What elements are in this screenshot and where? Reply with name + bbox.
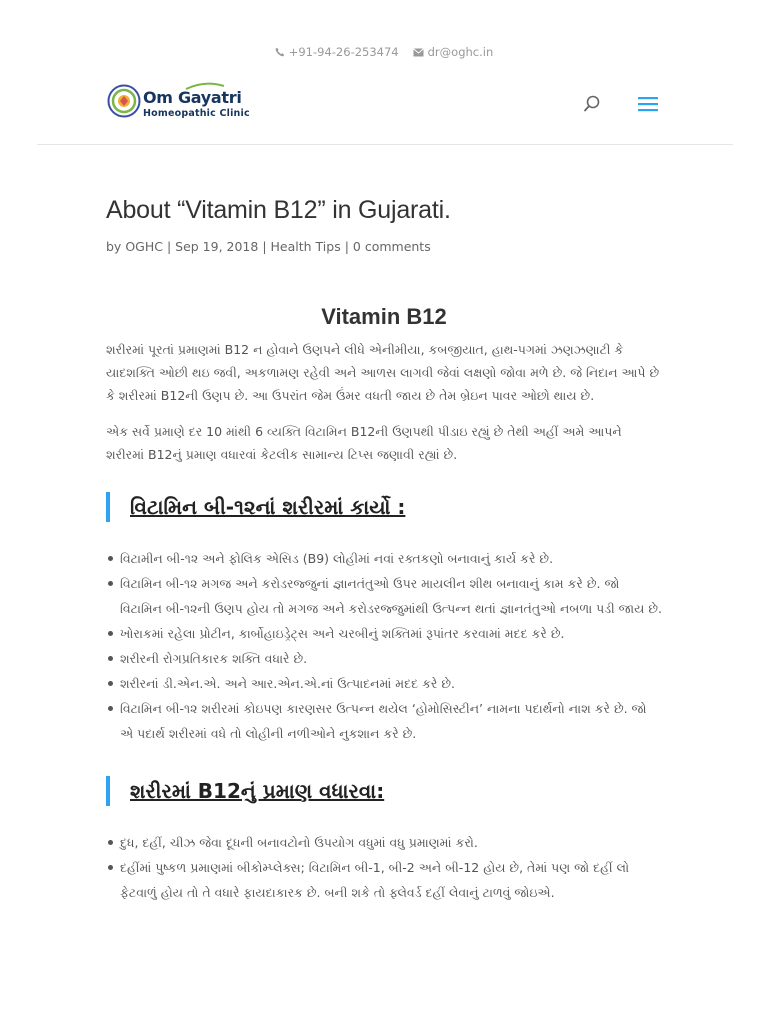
section-title: Vitamin B12 [321, 304, 447, 329]
phone-text: +91-94-26-253474 [288, 45, 399, 59]
phone-icon [275, 47, 285, 57]
list-item: શરીરની રોગપ્રતિકારક શક્તિ વધારે છે. [120, 646, 662, 671]
email-text: dr@oghc.in [427, 45, 494, 59]
hamburger-menu-icon [637, 94, 659, 114]
list-item: દહીંમાં પુષ્કળ પ્રમાણમાં બીકોમ્પ્લેક્સ; વિટામિન બી-1, બી-2 અને બી-12 હોય છે, તેમાં પણ જો દહીં લો ફેટવાળું હોય તો તે વધારે ફાયદાકારક છે. બની શકે તો ફ્લેવર્ડ દહીં લેવાનું ટાળવું જોઇએ. [120, 855, 662, 905]
list-item: દુધ, દહીં, ચીઝ જેવા દૂધની બનાવટોનો ઉપયોગ વધુમાં વધુ પ્રમાણમાં કરો. [120, 830, 662, 855]
menu-button[interactable] [637, 94, 659, 114]
list-item: વિટામીન બી-૧૨ અને ફોલિક એસિડ (B9) લોહીમાં નવાં રક્તકણો બનાવાનું કાર્ય કરે છે. [120, 546, 662, 571]
increase-b12-heading: શરીરમાં B12નું પ્રમાણ વધારવા: [106, 776, 662, 806]
list-item: વિટામિન બી-૧૨ શરીરમાં કોઇપણ કારણસર ઉત્પન્ન થયેલ ‘હોમોસિસ્ટીન’ નામના પદાર્થનો નાશ કરે છે. જો એ પદાર્થ શરીરમાં વધે તો લોહીની નળીઓને નુકશાન કરે છે. [120, 696, 662, 746]
list-item: વિટામિન બી-૧૨ મગજ અને કરોડરજ્જુનાં જ્ઞાનતંતુઓ ઉપર માયલીન શીથ બનાવાનું કામ કરે છે. જો વિટામિન બી-૧૨ની ઉણપ હોય તો મગજ અને કરોડરજ્જુમાંથી ઉત્પન્ન થતાં જ્ઞાનતંતુઓ નબળા પડી જાય છે. [120, 571, 662, 621]
post-meta [106, 239, 662, 254]
meta-by-label: by [106, 239, 126, 254]
tips-list [106, 830, 662, 905]
site-logo[interactable] [107, 82, 250, 130]
survey-paragraph: એક સર્વે પ્રમાણે દર 10 માંથી 6 વ્યક્તિ વિટામિન B12ની ઉણપથી પીડાઇ રહ્યું છે તેથી અહીં અમે આપને શરીરમાં B12નું પ્રમાણ વધારવાં કેટલીક સામાન્ય ટિપ્સ જણાવી રહ્યાં છે. [106, 423, 622, 462]
top-contact-bar [0, 40, 768, 64]
list-item: ખોરાકમાં રહેલા પ્રોટીન, કાર્બોહાઇડ્રેટ્સ અને ચરબીનું શક્તિમાં રૂપાંતર કરવામાં મદદ કરે છે. [120, 621, 662, 646]
email-icon [413, 48, 424, 57]
functions-heading: વિટામિન બી-૧૨નાં શરીરમાં કાર્યો : [106, 492, 662, 522]
meta-separator: | [258, 239, 271, 254]
author-link[interactable]: OGHC [125, 239, 163, 254]
logo-swoosh-icon [185, 82, 225, 90]
meta-separator: | [162, 239, 176, 254]
category-link[interactable]: Health Tips [270, 239, 341, 254]
logo-subtitle: Homeopathic Clinic [143, 108, 250, 119]
logo-name: Om Gayatri [143, 88, 242, 107]
email-contact[interactable] [413, 45, 494, 59]
meta-separator: | [340, 239, 353, 254]
intro-paragraph: શરીરમાં પૂરતાં પ્રમાણમાં B12 ન હોવાને ઉણપને લીધે એનીમીયા, કબજીયાત, હાથ-પગમાં ઝણઝણાટી કે યાદશક્તિ ઓછી થઇ જવી, અકળામણ રહેવી અને આળસ લાગવી જેવાં લક્ષણો જોવા મળે છે. જે નિદાન આપે છે કે શરીરમાં B12ની ઉણપ છે. આ ઉપરાંત જેમ ઉંમર વધતી જાય છે તેમ બ્રેઇન પાવર ઓછો થાય છે. [106, 342, 660, 403]
list-item: શરીરનાં ડી.એન.એ. અને આર.એન.એ.નાં ઉત્પાદનમાં મદદ કરે છે. [120, 671, 662, 696]
comments-link[interactable]: 0 comments [352, 239, 431, 254]
search-button[interactable] [582, 94, 602, 114]
search-icon [582, 94, 602, 114]
functions-list [106, 546, 662, 746]
post-content [106, 196, 662, 905]
site-header [37, 66, 733, 145]
post-title: About “Vitamin B12” in Gujarati. [106, 196, 451, 224]
clinic-emblem-icon [107, 84, 141, 118]
phone-contact[interactable] [275, 45, 399, 59]
post-date: Sep 19, 2018 [175, 239, 259, 254]
